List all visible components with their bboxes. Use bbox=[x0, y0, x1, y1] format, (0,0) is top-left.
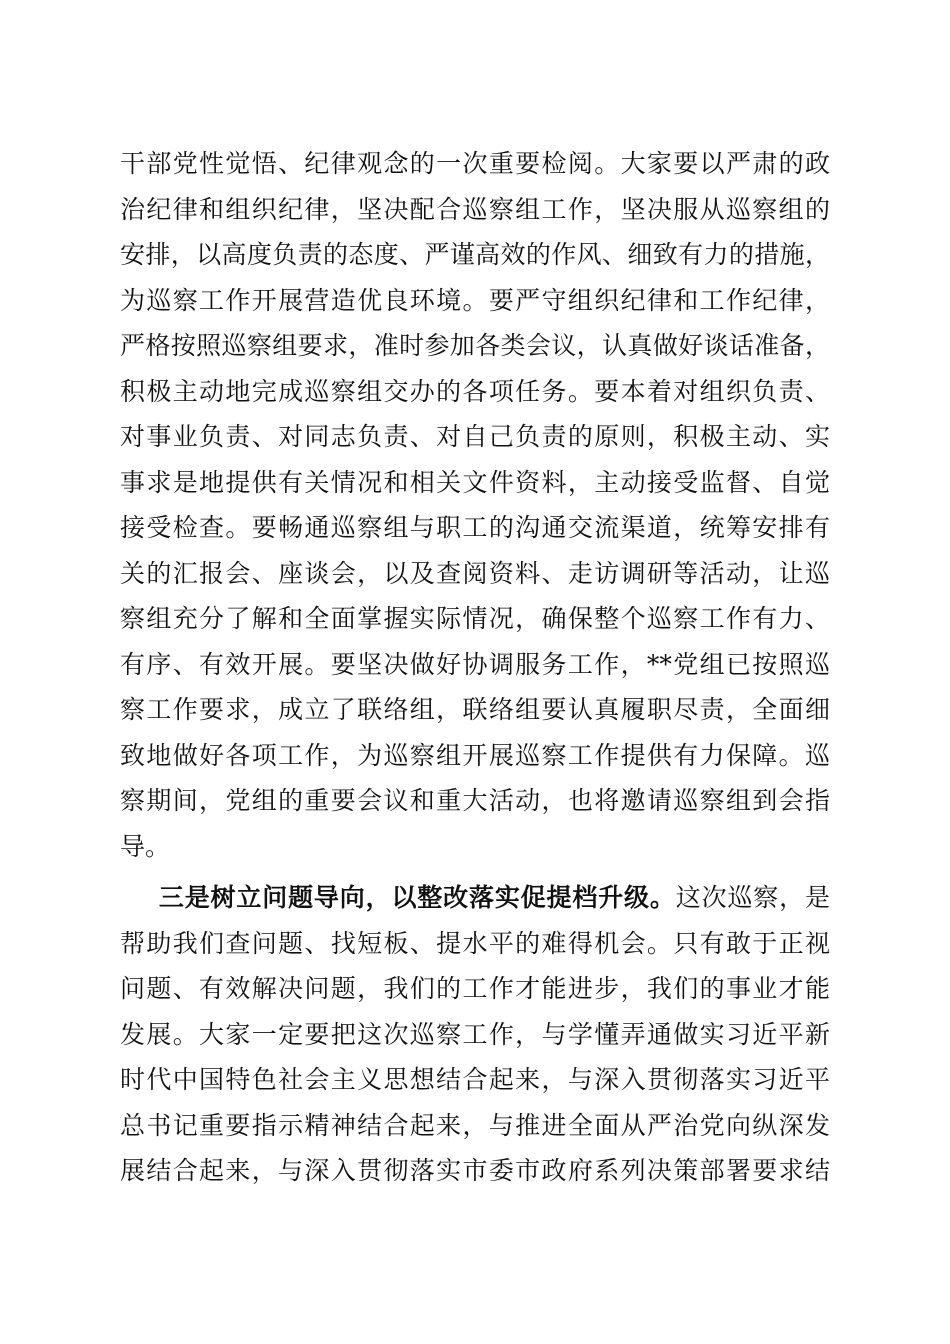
text-line: 对事业负责、对同志负责、对自己负责的原则，积极主动、实 bbox=[120, 422, 830, 451]
paragraph-first-line bbox=[120, 875, 830, 921]
text-line: 致地做好各项工作，为巡察组开展巡察工作提供有力保障。巡 bbox=[120, 740, 830, 770]
text-line: 帮助我们查问题、找短板、提水平的难得机会。只有敢于正视 bbox=[120, 928, 830, 958]
text-line: 导。 bbox=[120, 831, 171, 861]
text-line: 治纪律和组织纪律，坚决配合巡察组工作，坚决服从巡察组的 bbox=[120, 194, 830, 224]
paragraph-2 bbox=[120, 875, 830, 1194]
text-line: 总书记重要指示精神结合起来，与推进全面从严治党向纵深发 bbox=[120, 1110, 830, 1140]
text-line: 事求是地提供有关情况和相关文件资料，主动接受监督、自觉 bbox=[120, 467, 830, 497]
text-line: 安排，以高度负责的态度、严谨高效的作风、细致有力的措施， bbox=[120, 240, 830, 269]
text-line: 时代中国特色社会主义思想结合起来，与深入贯彻落实习近平 bbox=[120, 1065, 830, 1094]
text-line: 展结合起来，与深入贯彻落实市委市政府系列决策部署要求结 bbox=[120, 1156, 830, 1185]
section-heading: 三是树立问题导向，以整改落实促提档升级。 bbox=[158, 883, 676, 912]
text-line: 问题、有效解决问题，我们的工作才能进步，我们的事业才能 bbox=[120, 974, 830, 1003]
text-line: 为巡察工作开展营造优良环境。要严守组织纪律和工作纪律， bbox=[120, 285, 830, 315]
text-line: 察期间，党组的重要会议和重大活动，也将邀请巡察组到会指 bbox=[120, 786, 830, 815]
text-line: 干部党性觉悟、纪律观念的一次重要检阅。大家要以严肃的政 bbox=[120, 149, 830, 178]
text-line: 积极主动地完成巡察组交办的各项任务。要本着对组织负责、 bbox=[120, 376, 830, 406]
text-line: 察工作要求，成立了联络组，联络组要认真履职尽责，全面细 bbox=[120, 695, 830, 724]
heading-continuation: 这次巡察，是 bbox=[675, 883, 830, 912]
paragraph-1 bbox=[120, 141, 830, 869]
text-line: 发展。大家一定要把这次巡察工作，与学懂弄通做实习近平新 bbox=[120, 1019, 830, 1049]
text-line: 接受检查。要畅通巡察组与职工的沟通交流渠道，统筹安排有 bbox=[120, 513, 830, 542]
text-line: 严格按照巡察组要求，准时参加各类会议，认真做好谈话准备， bbox=[120, 331, 830, 360]
text-line: 有序、有效开展。要坚决做好协调服务工作，**党组已按照巡 bbox=[120, 649, 830, 679]
text-line: 关的汇报会、座谈会，以及查阅资料、走访调研等活动，让巡 bbox=[120, 558, 830, 588]
text-line: 察组充分了解和全面掌握实际情况，确保整个巡察工作有力、 bbox=[120, 604, 830, 633]
document-body bbox=[120, 141, 830, 1194]
